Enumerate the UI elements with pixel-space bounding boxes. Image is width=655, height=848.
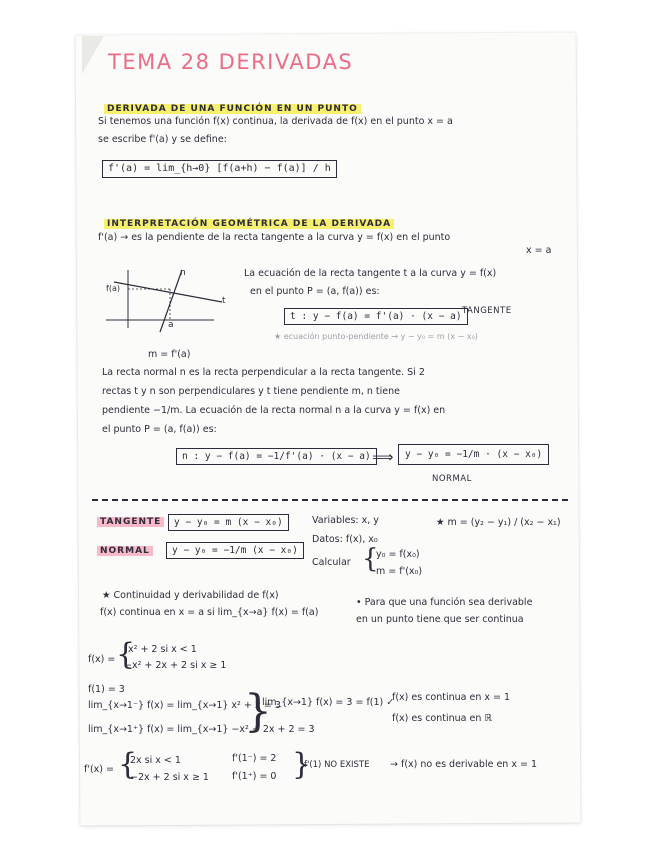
section-heading-interpretacion: INTERPRETACIÓN GEOMÉTRICA DE LA DERIVADA bbox=[104, 211, 394, 230]
normal-text-3: pendiente −1/m. La ecuación de la recta normal n a la curva y = f(x) en bbox=[102, 405, 446, 416]
section-divider bbox=[92, 499, 568, 501]
tangent-text-2: en el punto P = (a, f(a)) es: bbox=[250, 286, 380, 297]
slope-label: m = f'(a) bbox=[148, 349, 191, 360]
graph-label-t: t bbox=[222, 296, 226, 306]
normal-text-4: el punto P = (a, f(a)) es: bbox=[102, 424, 217, 435]
derivative-right: f'(1⁺) = 0 bbox=[232, 771, 277, 782]
section-heading-derivada: DERIVADA DE UNA FUNCIÓN EN UN PUNTO bbox=[104, 96, 361, 115]
derivative-no-existe: f'(1) NO EXISTE bbox=[304, 760, 370, 770]
tangent-normal-graph bbox=[104, 268, 234, 348]
summary-calc-2: m = f'(x₀) bbox=[376, 566, 423, 577]
summary-tangent-label: TANGENTE bbox=[97, 517, 164, 528]
interpretacion-text-1-end: x = a bbox=[526, 245, 552, 256]
derivative-piecewise-lhs: f'(x) = bbox=[84, 764, 114, 775]
interpretacion-text-1: f'(a) → es la pendiente de la recta tangente a la curva y = f(x) en el punto bbox=[98, 232, 451, 243]
piecewise-lhs: f(x) = bbox=[88, 654, 116, 665]
derivative-case-1: 2x si x < 1 bbox=[130, 755, 181, 766]
page-title: TEMA 28 DERIVADAS bbox=[108, 50, 354, 74]
continuity-conclusion-2: f(x) es continua en ℝ bbox=[392, 713, 492, 724]
derivada-text-2: se escribe f'(a) y se define: bbox=[98, 134, 227, 145]
lateral-limit-right: lim_{x→1⁺} f(x) = lim_{x→1} −x² + 2x + 2 = 3 bbox=[88, 724, 315, 735]
continuidad-heading: ★ Continuidad y derivabilidad de f(x) bbox=[102, 590, 279, 601]
continuidad-definition: f(x) continua en x = a si lim_{x→a} f(x) = f(a) bbox=[100, 607, 319, 618]
limit-result: lim_{x→1} f(x) = 3 = f(1) ✓ bbox=[262, 697, 395, 708]
graph-label-a: a bbox=[168, 320, 174, 330]
piecewise-case-2: −x² + 2x + 2 si x ≥ 1 bbox=[124, 660, 227, 671]
implies-arrow: ⟹ bbox=[372, 448, 394, 466]
derivative-case-2: −2x + 2 si x ≥ 1 bbox=[130, 772, 209, 783]
derivada-text-1: Si tenemos una función f(x) continua, la derivada de f(x) en el punto x = a bbox=[98, 116, 453, 127]
tangent-text-1: La ecuación de la recta tangente t a la curva y = f(x) bbox=[244, 268, 497, 279]
summary-normal-equation: y − y₀ = −1/m (x − x₀) bbox=[166, 542, 304, 559]
continuity-conclusion-1: f(x) es continua en x = 1 bbox=[392, 692, 511, 703]
tangent-equation: t : y − f(a) = f'(a) · (x − a) bbox=[284, 308, 468, 325]
lateral-limit-left: lim_{x→1⁻} f(x) = lim_{x→1} x² + 2 = 3 bbox=[88, 700, 281, 711]
summary-calc-1: y₀ = f(x₀) bbox=[376, 549, 420, 560]
normal-label: NORMAL bbox=[432, 474, 472, 484]
derivative-left: f'(1⁻) = 2 bbox=[232, 753, 277, 764]
derivative-lateral-brace: } bbox=[292, 747, 312, 782]
derivability-conclusion: → f(x) no es derivable en x = 1 bbox=[390, 759, 537, 770]
graph-label-n: n bbox=[180, 268, 186, 278]
continuidad-side-2: en un punto tiene que ser continua bbox=[356, 614, 524, 625]
limits-brace: } bbox=[244, 686, 272, 737]
summary-m-formula: ★ m = (y₂ − y₁) / (x₂ − x₁) bbox=[436, 517, 561, 528]
f-of-1: f(1) = 3 bbox=[88, 684, 125, 695]
graph-label-fa: f(a) bbox=[106, 284, 120, 293]
normal-text-2: rectas t y n son perpendiculares y t tiene pendiente m, n tiene bbox=[102, 386, 400, 397]
calcular-brace: { bbox=[362, 544, 379, 574]
tangent-label: TANGENTE bbox=[462, 306, 512, 316]
normal-text-1: La recta normal n es la recta perpendicular a la recta tangente. Si 2 bbox=[102, 367, 425, 378]
page-fold bbox=[82, 36, 104, 74]
piecewise-brace: { bbox=[116, 637, 136, 672]
summary-tangent-equation: y − y₀ = m (x − x₀) bbox=[168, 514, 289, 531]
normal-equation: n : y − f(a) = −1/f'(a) · (x − a) bbox=[176, 448, 377, 465]
summary-variables: Variables: x, y bbox=[312, 515, 379, 526]
summary-datos: Datos: f(x), x₀ bbox=[312, 534, 378, 545]
tangent-line bbox=[114, 282, 222, 302]
normal-equation-general: y − y₀ = −1/m · (x − x₀) bbox=[398, 444, 549, 465]
point-slope-note: ★ ecuación punto-pendiente → y − y₀ = m (x − x₀) bbox=[274, 332, 478, 341]
piecewise-case-1: x² + 2 si x < 1 bbox=[128, 644, 197, 655]
summary-normal-label: NORMAL bbox=[97, 546, 153, 557]
summary-calcular: Calcular bbox=[312, 557, 351, 568]
derivative-brace: { bbox=[118, 747, 138, 782]
continuidad-side-1: • Para que una función sea derivable bbox=[356, 597, 533, 608]
derivative-definition-formula: f'(a) = lim_{h→0} [f(a+h) − f(a)] / h bbox=[102, 160, 337, 178]
